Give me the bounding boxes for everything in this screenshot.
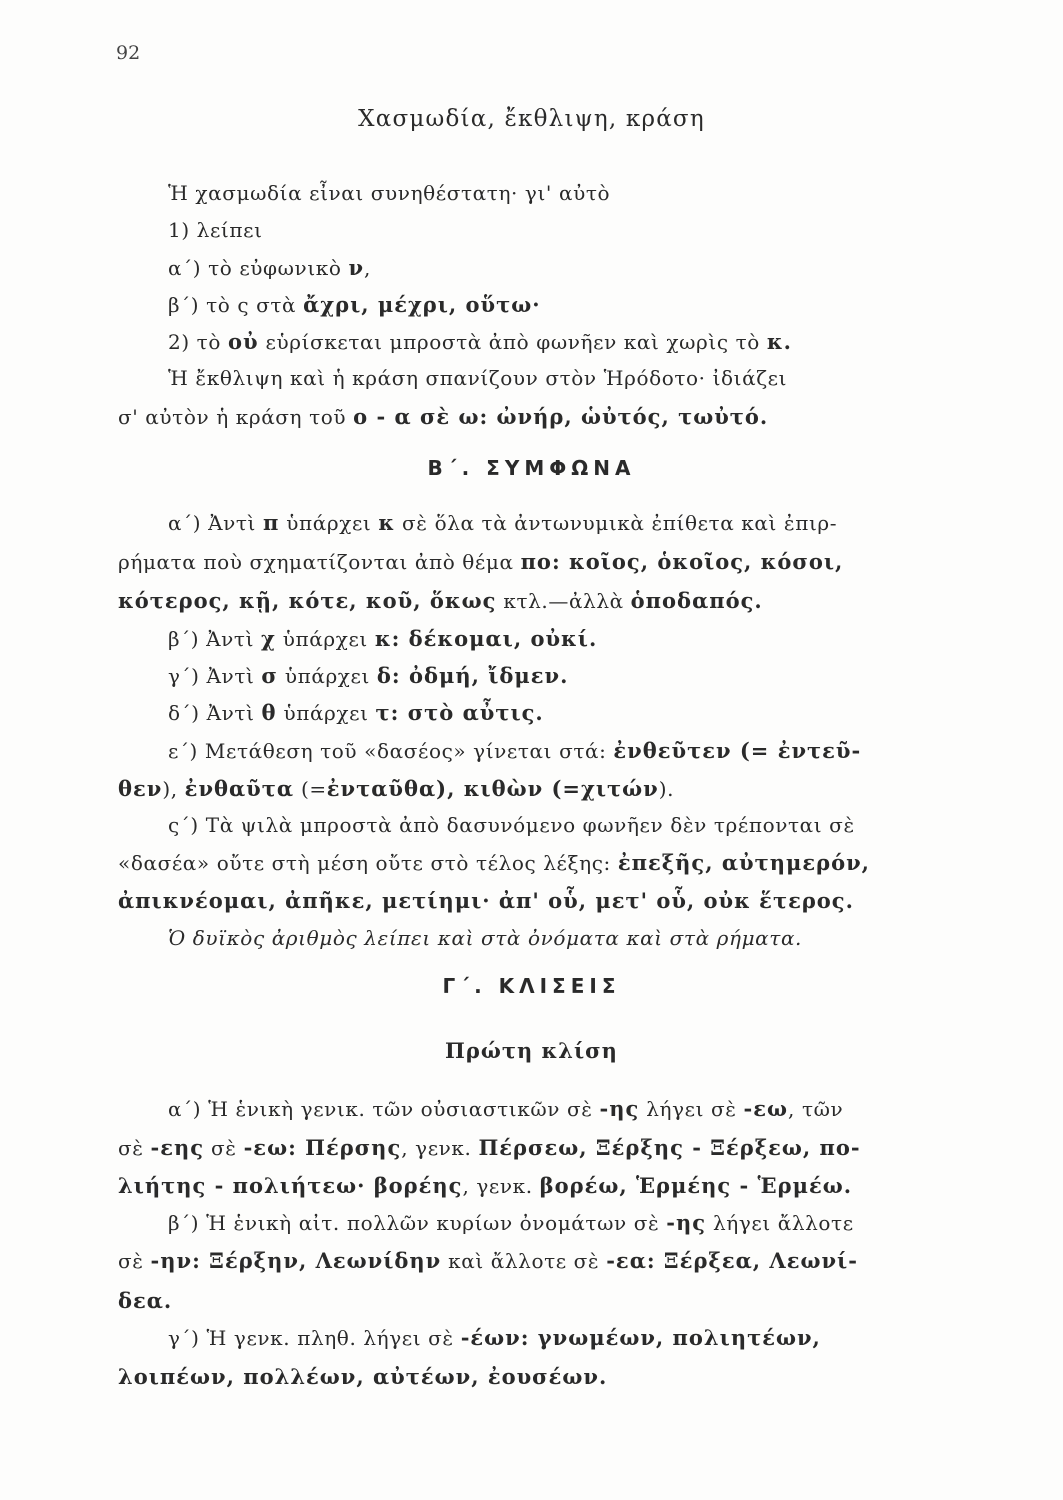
paragraph-line: Ὁ δυϊκὸς ἀριθμὸς λείπει καὶ στὰ ὀνόματα καὶ στὰ ρήματα. [168,926,803,950]
paragraph-line: ς΄) Τὰ ψιλὰ μπροστὰ ἀπὸ δασυνόμενο φωνῆεν δὲν τρέπονται σὲ [168,813,855,837]
paragraph-line: ρήματα ποὺ σχηματίζονται ἀπὸ θέμα πο: κοῖος, ὁκοῖος, κόσοι, [118,549,844,574]
paragraph-line: α΄) τὸ εὐφωνικὸ ν, [168,255,372,280]
paragraph-line: β΄) Ἀντὶ χ ὑπάρχει κ: δέκομαι, οὐκί. [168,626,598,651]
paragraph-line: Ἡ ἔκθλιψη καὶ ἡ κράση σπανίζουν στὸν Ἡρόδοτο· ἰδιάζει [168,366,788,390]
paragraph-line: «δασέα» οὔτε στὴ μέση οὔτε στὸ τέλος λέξης: ἐπεξῆς, αὐτημερόν, [118,850,870,875]
paragraph-line: β΄) τὸ ς στὰ ἄχρι, μέχρι, οὕτω· [168,292,541,317]
paragraph-line: Ἡ χασμωδία εἶναι συνηθέστατη· γι' αὐτὸ [168,181,611,205]
paragraph-line: δ΄) Ἀντὶ θ ὑπάρχει τ: στὸ αὖτις. [168,700,544,725]
paragraph-line: δεα. [118,1288,173,1313]
heading-consonants: Β΄. ΣΥΜΦΩΝΑ [427,456,636,480]
heading-declensions: Γ΄. ΚΛΙΣΕΙΣ [442,974,621,998]
paragraph-line: α΄) Ἀντὶ π ὑπάρχει κ σὲ ὅλα τὰ ἀντωνυμικὰ ἐπίθετα καὶ ἐπιρ- [168,510,838,535]
paragraph-line: 2) τὸ οὐ εὑρίσκεται μπροστὰ ἀπὸ φωνῆεν καὶ χωρὶς τὸ κ. [168,329,792,354]
paragraph-line: α΄) Ἡ ἑνικὴ γενικ. τῶν οὐσιαστικῶν σὲ -ης λήγει σὲ -εω, τῶν [168,1096,844,1121]
paragraph-line: β΄) Ἡ ἑνικὴ αἰτ. πολλῶν κυρίων ὀνομάτων σὲ -ης λήγει ἄλλοτε [168,1210,854,1235]
paragraph-line: λιήτης - πολιήτεω· βορέης, γενκ. βορέω, Ἑρμέης - Ἑρμέω. [118,1173,853,1198]
page-number: 92 [116,42,141,64]
paragraph-line: γ΄) Ἡ γενκ. πληθ. λήγει σὲ -έων: γνωμέων, πολιητέων, [168,1325,821,1350]
paragraph-line: ε΄) Μετάθεση τοῦ «δασέος» γίνεται στά: ἐνθεῦτεν (= ἐντεῦ- [168,738,862,763]
paragraph-line: σὲ -ην: Ξέρξην, Λεωνίδην καὶ ἄλλοτε σὲ -εα: Ξέρξεα, Λεωνί- [118,1248,858,1273]
paragraph-line: ἀπικνέομαι, ἀπῆκε, μετίημι· ἀπ' οὗ, μετ' οὗ, οὐκ ἕτερος. [118,888,854,913]
paragraph-line: θεν), ἐνθαῦτα (=ἐνταῦθα), κιθὼν (=χιτών). [118,776,675,801]
section-title: Χασμωδία, ἔκθλιψη, κράση [358,106,705,132]
paragraph-line: σ' αὐτὸν ἡ κράση τοῦ ο - α σὲ ω: ὠνήρ, ὡὐτός, τωὐτό. [118,404,769,429]
paragraph-line: γ΄) Ἀντὶ σ ὑπάρχει δ: ὀδμή, ἴδμεν. [168,663,569,688]
paragraph-line: 1) λείπει [168,218,263,242]
paragraph-line: σὲ -εης σὲ -εω: Πέρσης, γενκ. Πέρσεω, Ξέρξης - Ξέρξεω, πο- [118,1135,861,1160]
paragraph-line: λοιπέων, πολλέων, αὐτέων, ἐουσέων. [118,1364,608,1389]
subheading-first-declension: Πρώτη κλίση [445,1038,618,1063]
paragraph-line: κότερος, κῇ, κότε, κοῦ, ὅκως κτλ.—ἀλλὰ ὁποδαπός. [118,588,763,613]
